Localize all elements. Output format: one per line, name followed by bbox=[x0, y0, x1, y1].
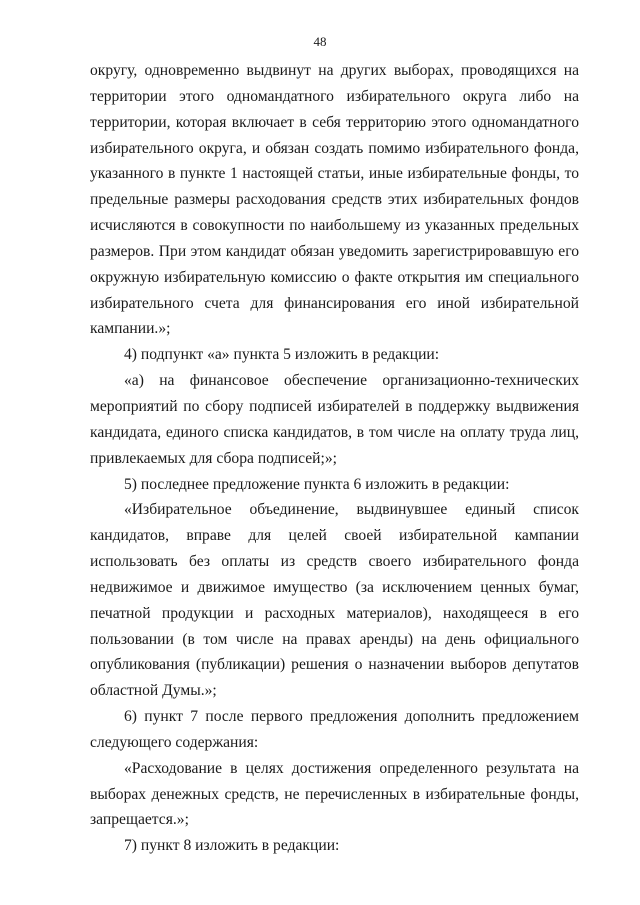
paragraph-item-4-quote: «а) на финансовое обеспечение организационно-технических мероприятий по сбору подписей избирателей в поддержку выдвижения кандидата, единого списка кандидатов, в том числе на оплату труда лиц, привлекаемых для сбора подписей;»; bbox=[90, 372, 579, 467]
paragraph-item-5: 5) последнее предложение пункта 6 изложить в редакции: bbox=[124, 475, 510, 493]
paragraph-item-6-quote: «Расходование в целях достижения определенного результата на выборах денежных средств, не перечисленных в избирательные фонды, запрещается.»; bbox=[90, 759, 579, 829]
paragraph-continuation: округу, одновременно выдвинут на других выборах, проводящихся на территории этого одномандатного избирательного округа либо на территории, которая включает в себя территорию этого одномандатного избирательного округа, и обязан создать помимо избирательного фонда, указанного в пункте 1 настоящей статьи, иные избирательные фонды, то предельные размеры расходования средств этих избирательных фондов исчисляются в совокупности по наибольшему из указанных предельных размеров. При этом кандидат обязан уведомить зарегистрировавшую его окружную избирательную комиссию о факте открытия им специального избирательного счета для финансирования его иной избирательной кампании.»; bbox=[90, 62, 579, 338]
paragraph-item-7: 7) пункт 8 изложить в редакции: bbox=[124, 837, 340, 855]
paragraph-item-5-quote: «Избирательное объединение, выдвинувшее единый список кандидатов, вправе для целей своей избирательной кампании использовать без оплаты из средств своего избирательного фонда недвижимое и движимое имущество (за исключением ценных бумаг, печатной продукции и расходных материалов), находящееся в его пользовании (в том числе на правах аренды) на день официального опубликования (публикации) решения о назначении выборов депутатов областной Думы.»; bbox=[90, 501, 579, 700]
page-number: 48 bbox=[313, 34, 327, 49]
paragraph-item-6: 6) пункт 7 после первого предложения дополнить предложением следующего содержания: bbox=[90, 708, 579, 751]
paragraph-item-4: 4) подпункт «а» пункта 5 изложить в редакции: bbox=[124, 346, 440, 364]
document-body bbox=[90, 58, 579, 859]
